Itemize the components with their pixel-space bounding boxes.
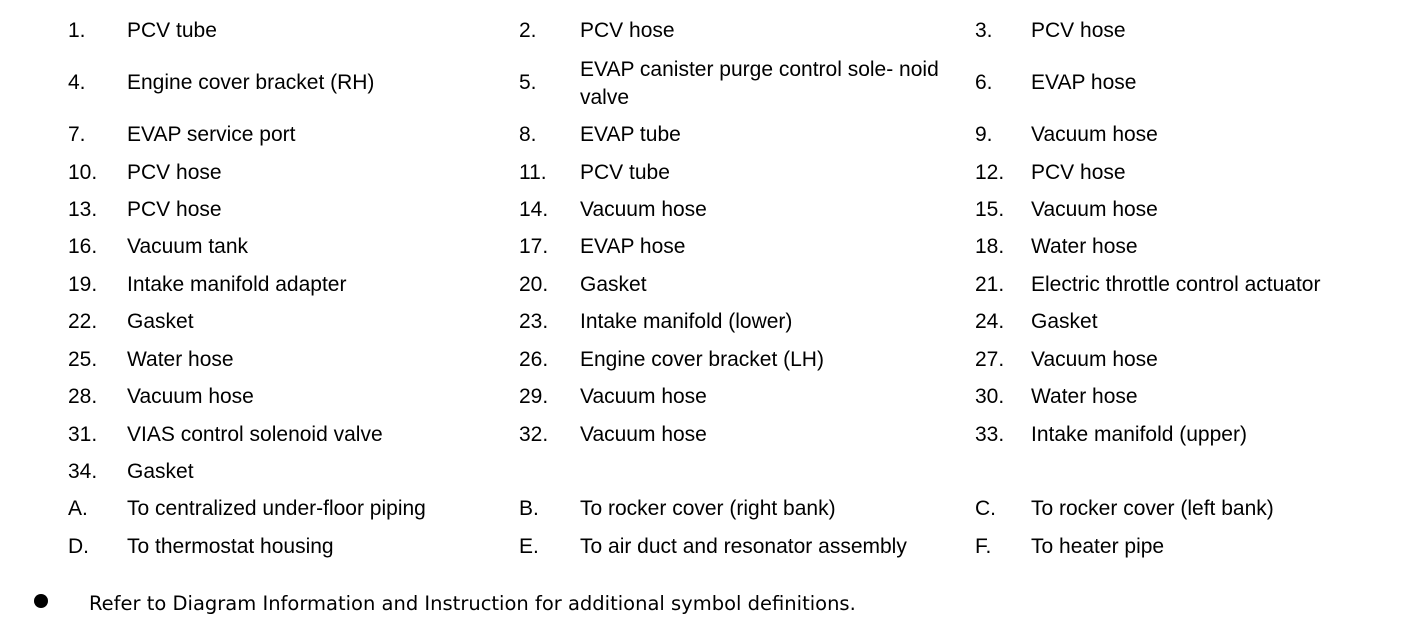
item-number: 25. <box>68 348 98 371</box>
item-label: VIAS control solenoid valve <box>127 423 383 446</box>
item-number: 19. <box>68 273 98 296</box>
item-number: 24. <box>975 310 1005 333</box>
item-number: 8. <box>519 123 537 146</box>
item-label: EVAP hose <box>1031 71 1137 94</box>
item-number: 20. <box>519 273 549 296</box>
item-label: PCV hose <box>1031 19 1126 42</box>
item-label: Water hose <box>127 348 234 371</box>
item-label: Gasket <box>127 460 194 483</box>
item-number: 2. <box>519 19 537 42</box>
item-label: To centralized under-floor piping <box>127 497 426 520</box>
item-label: To thermostat housing <box>127 535 334 558</box>
item-label: PCV hose <box>580 19 675 42</box>
item-label: Engine cover bracket (LH) <box>580 348 824 371</box>
item-label: PCV tube <box>127 19 217 42</box>
item-label: Gasket <box>127 310 194 333</box>
item-label: Electric throttle control actuator <box>1031 273 1321 296</box>
item-letter: E. <box>519 535 539 558</box>
item-number: 4. <box>68 71 86 94</box>
item-label: Vacuum hose <box>1031 198 1158 221</box>
item-number: 18. <box>975 235 1005 258</box>
item-number: 34. <box>68 460 98 483</box>
item-number: 13. <box>68 198 98 221</box>
item-label: Vacuum hose <box>580 198 707 221</box>
item-label: Gasket <box>1031 310 1098 333</box>
item-label: Vacuum tank <box>127 235 249 258</box>
item-label: Vacuum hose <box>1031 348 1158 371</box>
item-number: 17. <box>519 235 549 258</box>
item-number: 7. <box>68 123 86 146</box>
item-label: To heater pipe <box>1031 535 1165 558</box>
item-label: Gasket <box>580 273 647 296</box>
item-label: Vacuum hose <box>580 423 707 446</box>
item-letter: C. <box>975 497 996 520</box>
item-label: Intake manifold adapter <box>127 273 347 296</box>
item-number: 12. <box>975 161 1005 184</box>
item-label: Vacuum hose <box>580 385 707 408</box>
item-label: PCV hose <box>1031 161 1126 184</box>
item-label: PCV hose <box>127 161 222 184</box>
item-number: 10. <box>68 161 98 184</box>
item-letter: F. <box>975 535 992 558</box>
item-label: EVAP hose <box>580 235 686 258</box>
item-label: To rocker cover (left bank) <box>1031 497 1274 520</box>
item-number: 11. <box>519 161 547 184</box>
reference-note <box>0 590 1408 620</box>
item-label: EVAP canister purge control sole- noid valve <box>580 58 939 109</box>
item-number: 22. <box>68 310 98 333</box>
item-number: 5. <box>519 71 537 94</box>
item-letter: D. <box>68 535 89 558</box>
item-letter: B. <box>519 497 539 520</box>
item-label: Intake manifold (upper) <box>1031 423 1247 446</box>
item-number: 30. <box>975 385 1005 408</box>
item-label: To rocker cover (right bank) <box>580 497 836 520</box>
item-label: To air duct and resonator assembly <box>580 535 907 558</box>
item-letter: A. <box>68 497 88 520</box>
item-number: 33. <box>975 423 1005 446</box>
item-number: 14. <box>519 198 549 221</box>
reference-note-text: Refer to Diagram Information and Instruction for additional symbol definitions. <box>89 592 856 615</box>
item-number: 28. <box>68 385 98 408</box>
item-label: Water hose <box>1031 235 1138 258</box>
item-label: PCV hose <box>127 198 222 221</box>
item-number: 9. <box>975 123 993 146</box>
item-number: 1. <box>68 19 86 42</box>
item-label: Water hose <box>1031 385 1138 408</box>
item-number: 23. <box>519 310 549 333</box>
item-number: 21. <box>975 273 1005 296</box>
item-label: Engine cover bracket (RH) <box>127 71 375 94</box>
item-label: Vacuum hose <box>127 385 254 408</box>
item-label: Intake manifold (lower) <box>580 310 793 333</box>
item-label: PCV tube <box>580 161 670 184</box>
item-number: 15. <box>975 198 1005 221</box>
item-number: 3. <box>975 19 993 42</box>
item-number: 27. <box>975 348 1005 371</box>
item-number: 26. <box>519 348 549 371</box>
item-number: 31. <box>68 423 98 446</box>
item-label: Vacuum hose <box>1031 123 1158 146</box>
item-label: EVAP service port <box>127 123 296 146</box>
item-label: EVAP tube <box>580 123 681 146</box>
item-number: 32. <box>519 423 549 446</box>
bullet-dot-icon <box>34 594 48 608</box>
item-number: 16. <box>68 235 98 258</box>
item-number: 29. <box>519 385 549 408</box>
item-number: 6. <box>975 71 993 94</box>
